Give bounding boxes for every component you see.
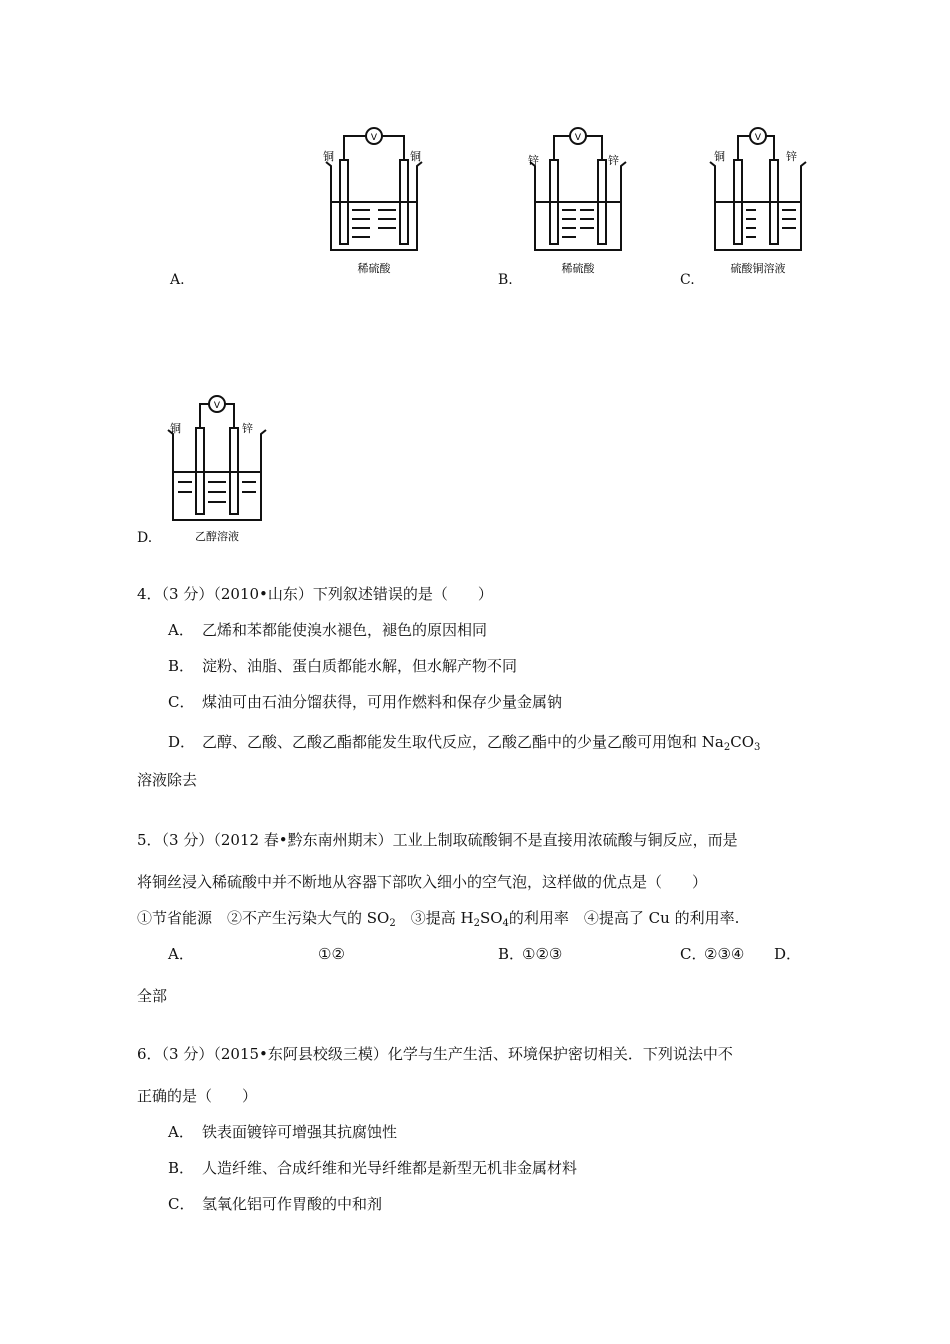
q6-option-a-text: 铁表面镀锌可增强其抗腐蚀性 [202, 1123, 398, 1141]
beaker-diagram-a [322, 122, 426, 282]
left-electrode-label: 锌 [528, 154, 539, 167]
q4-option-d-text: 乙醇、乙酸、乙酸乙酯都能发生取代反应，乙酸乙酯中的少量乙酸可用饱和 $Na_2CO_3$ [202, 733, 761, 753]
q5-option-b-letter: B． [498, 945, 525, 963]
q4-option-a-text: 乙烯和苯都能使溴水褪色，褪色的原因相同 [202, 621, 488, 639]
q5-option-d-text: 全部 [137, 987, 168, 1005]
q3-option-c-letter: C. [680, 272, 695, 288]
q5-option-d-letter: D． [774, 945, 802, 963]
q5-option-b-text: ①②③ [522, 945, 563, 963]
q4-option-d-letter: D． [168, 733, 196, 751]
q5-option-c-text: ②③④ [704, 945, 745, 963]
q6-stem-line1: 6．（3 分）（2015•东阿县校级三模）化学与生产生活、环境保护密切相关．下列说法中不 [137, 1045, 733, 1063]
solution-label: 稀硫酸 [357, 262, 391, 275]
q3-option-d-letter: D. [137, 530, 153, 546]
right-electrode-label: 锌 [608, 154, 619, 167]
solution-label: 硫酸铜溶液 [730, 262, 786, 275]
left-electrode-label: 铜 [170, 422, 181, 435]
q6-option-c-text: 氢氧化铝可作胃酸的中和剂 [202, 1195, 383, 1213]
q3-option-b-letter: B. [498, 272, 513, 288]
right-electrode-label: 铜 [410, 150, 421, 163]
solution-label: 稀硫酸 [561, 262, 595, 275]
voltmeter-label: V [370, 133, 378, 143]
beaker-diagram-d [162, 392, 272, 548]
q6-option-b-text: 人造纤维、合成纤维和光导纤维都是新型无机非金属材料 [202, 1159, 578, 1177]
q6-stem-line2: 正确的是（ ） [137, 1087, 258, 1105]
left-electrode-label: 铜 [714, 150, 725, 163]
q4-stem: 4．（3 分）（2010•山东）下列叙述错误的是（ ） [137, 585, 493, 603]
beaker-diagram-b [526, 122, 630, 282]
q4-option-c-letter: C． [168, 693, 195, 711]
q5-option-c-letter: C． [680, 945, 707, 963]
q5-stem-line2: 将铜丝浸入稀硫酸中并不断地从容器下部吹入细小的空气泡，这样做的优点是（ ） [137, 873, 708, 891]
beaker-diagram-c [706, 122, 810, 282]
right-electrode-label: 锌 [786, 150, 797, 163]
solution-label: 乙醇溶液 [195, 530, 239, 543]
voltmeter-label: V [213, 401, 221, 411]
q5-statements: ①节省能源 ②不产生污染大气的 $SO_2$ ③提高 $H_2SO_4$的利用率 ④提高了 Cu 的利用率. [137, 909, 740, 929]
q6-option-b-letter: B． [168, 1159, 195, 1177]
q5-stem-line1: 5．（3 分）（2012 春•黔东南州期末）工业上制取硫酸铜不是直接用浓硫酸与铜反应，而是 [137, 831, 738, 849]
voltmeter-label: V [574, 133, 582, 143]
voltmeter-label: V [754, 133, 762, 143]
right-electrode-label: 锌 [242, 422, 253, 435]
q4-option-a-letter: A． [168, 621, 194, 639]
q3-option-a-letter: A. [170, 272, 185, 288]
left-electrode-label: 铜 [323, 150, 334, 163]
q4-option-c-text: 煤油可由石油分馏获得，可用作燃料和保存少量金属钠 [202, 693, 563, 711]
q4-option-b-letter: B． [168, 657, 195, 675]
q5-option-a-letter: A． [168, 945, 194, 963]
q4-option-d-continuation: 溶液除去 [137, 771, 198, 789]
q6-option-c-letter: C． [168, 1195, 195, 1213]
q5-option-a-text: ①② [318, 945, 345, 963]
q4-option-b-text: 淀粉、油脂、蛋白质都能水解，但水解产物不同 [202, 657, 518, 675]
q6-option-a-letter: A． [168, 1123, 194, 1141]
